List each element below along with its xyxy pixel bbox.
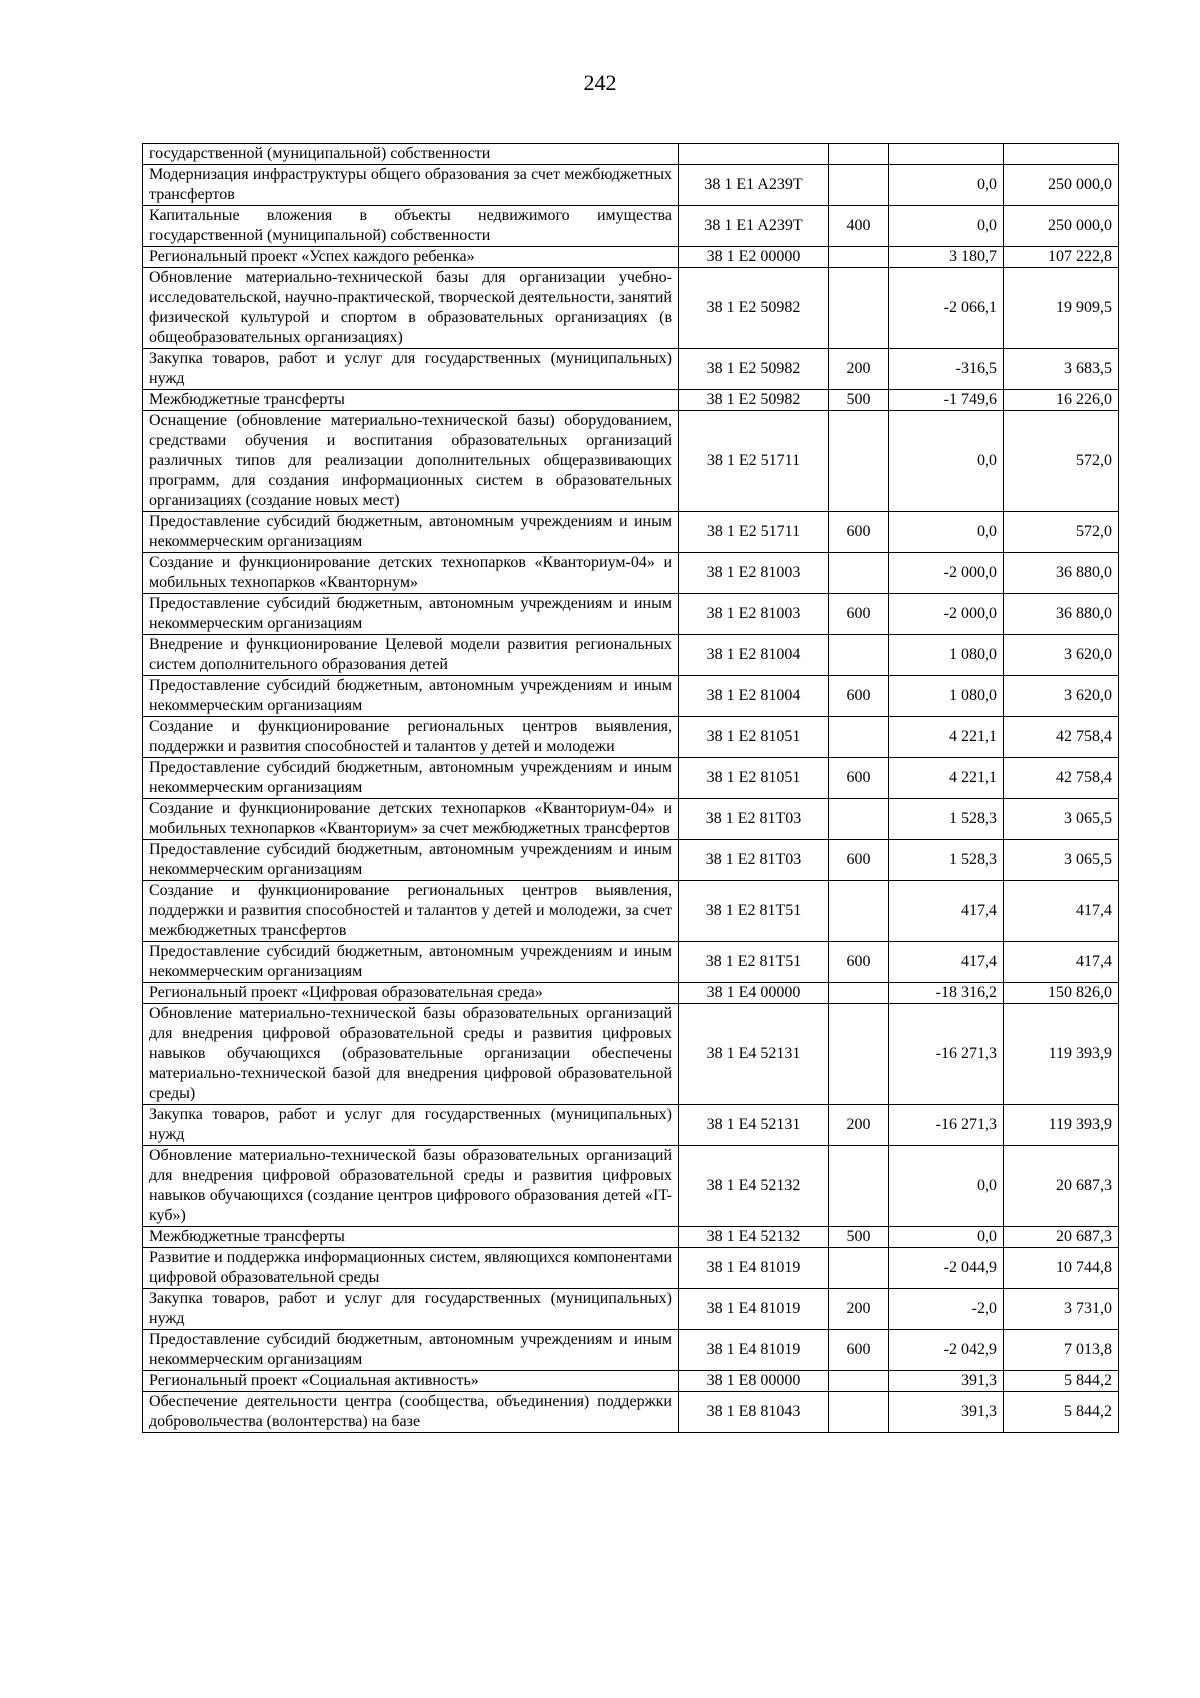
expense-type-cell	[829, 165, 889, 206]
change-amount-cell: -1 749,6	[889, 390, 1004, 411]
expense-type-cell: 600	[829, 676, 889, 717]
table-row	[143, 758, 1119, 799]
item-name-cell: Предоставление субсидий бюджетным, автономным учреждениям и иным некоммерческим организациям	[143, 758, 679, 799]
change-amount-cell: 4 221,1	[889, 758, 1004, 799]
total-amount-cell: 19 909,5	[1004, 268, 1119, 349]
table-row	[143, 717, 1119, 758]
change-amount-cell: 1 528,3	[889, 840, 1004, 881]
item-name-cell: Региональный проект «Успех каждого ребенка»	[143, 247, 679, 268]
total-amount-cell: 20 687,3	[1004, 1146, 1119, 1227]
table-row	[143, 165, 1119, 206]
item-name-cell: Создание и функционирование детских технопарков «Кванториум-04» и мобильных технопарков «Кванториум» за счет межбюджетных трансфертов	[143, 799, 679, 840]
item-name-cell: Создание и функционирование региональных центров выявления, поддержки и развития способностей и талантов у детей и молодежи, за счет межбюджетных трансфертов	[143, 881, 679, 942]
item-name-cell: Закупка товаров, работ и услуг для государственных (муниципальных) нужд	[143, 349, 679, 390]
item-name-cell: Обновление материально-технической базы для организации учебно-исследовательской, научно-практической, творческой деятельности, занятий физической культурой и спортом в образовательных организациях (в общеобразовательных организациях)	[143, 268, 679, 349]
item-name-cell: Внедрение и функционирование Целевой модели развития региональных систем дополнительного образования детей	[143, 635, 679, 676]
change-amount-cell: -2 066,1	[889, 268, 1004, 349]
total-amount-cell: 250 000,0	[1004, 206, 1119, 247]
expense-type-cell: 600	[829, 1330, 889, 1371]
classification-code-cell: 38 1 E4 81019	[679, 1330, 829, 1371]
table-row	[143, 1105, 1119, 1146]
table-row	[143, 411, 1119, 512]
change-amount-cell: 0,0	[889, 1227, 1004, 1248]
classification-code-cell: 38 1 E4 52132	[679, 1146, 829, 1227]
budget-table	[142, 143, 1119, 1433]
total-amount-cell: 36 880,0	[1004, 594, 1119, 635]
total-amount-cell: 572,0	[1004, 512, 1119, 553]
total-amount-cell: 107 222,8	[1004, 247, 1119, 268]
expense-type-cell: 600	[829, 942, 889, 983]
total-amount-cell: 417,4	[1004, 881, 1119, 942]
change-amount-cell: -16 271,3	[889, 1004, 1004, 1105]
classification-code-cell: 38 1 E2 50982	[679, 268, 829, 349]
change-amount-cell: 4 221,1	[889, 717, 1004, 758]
expense-type-cell	[829, 635, 889, 676]
classification-code-cell: 38 1 E2 81T51	[679, 942, 829, 983]
expense-type-cell	[829, 717, 889, 758]
change-amount-cell: -16 271,3	[889, 1105, 1004, 1146]
total-amount-cell: 119 393,9	[1004, 1004, 1119, 1105]
table-row	[143, 1146, 1119, 1227]
change-amount-cell: -316,5	[889, 349, 1004, 390]
item-name-cell: Развитие и поддержка информационных систем, являющихся компонентами цифровой образовательной среды	[143, 1248, 679, 1289]
classification-code-cell: 38 1 E4 81019	[679, 1289, 829, 1330]
classification-code-cell: 38 1 E8 00000	[679, 1371, 829, 1392]
expense-type-cell	[829, 1371, 889, 1392]
classification-code-cell: 38 1 E1 A239T	[679, 206, 829, 247]
change-amount-cell: 0,0	[889, 1146, 1004, 1227]
change-amount-cell: 391,3	[889, 1371, 1004, 1392]
item-name-cell: Предоставление субсидий бюджетным, автономным учреждениям и иным некоммерческим организациям	[143, 594, 679, 635]
item-name-cell: Создание и функционирование региональных центров выявления, поддержки и развития способностей и талантов у детей и молодежи	[143, 717, 679, 758]
table-row	[143, 840, 1119, 881]
change-amount-cell: -18 316,2	[889, 983, 1004, 1004]
classification-code-cell: 38 1 E2 51711	[679, 411, 829, 512]
table-row	[143, 1004, 1119, 1105]
table-row	[143, 553, 1119, 594]
expense-type-cell	[829, 411, 889, 512]
expense-type-cell: 200	[829, 1289, 889, 1330]
item-name-cell: Межбюджетные трансферты	[143, 1227, 679, 1248]
total-amount-cell: 150 826,0	[1004, 983, 1119, 1004]
item-name-cell: Закупка товаров, работ и услуг для государственных (муниципальных) нужд	[143, 1289, 679, 1330]
classification-code-cell: 38 1 E1 A239T	[679, 165, 829, 206]
item-name-cell: Предоставление субсидий бюджетным, автономным учреждениям и иным некоммерческим организациям	[143, 840, 679, 881]
change-amount-cell: 0,0	[889, 206, 1004, 247]
item-name-cell: Обновление материально-технической базы образовательных организаций для внедрения цифровой образовательной среды и развития цифровых навыков обучающихся (образовательные организации обеспечены материально-технической базой для внедрения цифровой образовательной среды)	[143, 1004, 679, 1105]
change-amount-cell	[889, 144, 1004, 165]
table-row	[143, 268, 1119, 349]
change-amount-cell: 1 528,3	[889, 799, 1004, 840]
classification-code-cell: 38 1 E2 81T03	[679, 840, 829, 881]
item-name-cell: Модернизация инфраструктуры общего образования за счет межбюджетных трансфертов	[143, 165, 679, 206]
classification-code-cell: 38 1 E2 81T51	[679, 881, 829, 942]
total-amount-cell: 572,0	[1004, 411, 1119, 512]
total-amount-cell: 3 065,5	[1004, 840, 1119, 881]
change-amount-cell: -2 000,0	[889, 594, 1004, 635]
total-amount-cell: 5 844,2	[1004, 1392, 1119, 1433]
expense-type-cell	[829, 799, 889, 840]
change-amount-cell: 417,4	[889, 942, 1004, 983]
classification-code-cell: 38 1 E2 00000	[679, 247, 829, 268]
expense-type-cell: 600	[829, 594, 889, 635]
total-amount-cell: 10 744,8	[1004, 1248, 1119, 1289]
change-amount-cell: 417,4	[889, 881, 1004, 942]
classification-code-cell: 38 1 E2 81051	[679, 717, 829, 758]
total-amount-cell: 119 393,9	[1004, 1105, 1119, 1146]
change-amount-cell: -2,0	[889, 1289, 1004, 1330]
table-row	[143, 983, 1119, 1004]
expense-type-cell	[829, 268, 889, 349]
classification-code-cell: 38 1 E2 50982	[679, 390, 829, 411]
table-row	[143, 512, 1119, 553]
expense-type-cell	[829, 1392, 889, 1433]
total-amount-cell: 16 226,0	[1004, 390, 1119, 411]
expense-type-cell: 600	[829, 840, 889, 881]
table-row	[143, 881, 1119, 942]
total-amount-cell: 250 000,0	[1004, 165, 1119, 206]
change-amount-cell: 0,0	[889, 512, 1004, 553]
expense-type-cell	[829, 1146, 889, 1227]
classification-code-cell	[679, 144, 829, 165]
classification-code-cell: 38 1 E4 52131	[679, 1105, 829, 1146]
change-amount-cell: 0,0	[889, 165, 1004, 206]
change-amount-cell: -2 042,9	[889, 1330, 1004, 1371]
expense-type-cell	[829, 247, 889, 268]
item-name-cell: Обновление материально-технической базы образовательных организаций для внедрения цифровой образовательной среды и развития цифровых навыков обучающихся (создание центров цифрового образования детей «IT-куб»)	[143, 1146, 679, 1227]
classification-code-cell: 38 1 E4 81019	[679, 1248, 829, 1289]
expense-type-cell: 200	[829, 1105, 889, 1146]
total-amount-cell: 5 844,2	[1004, 1371, 1119, 1392]
classification-code-cell: 38 1 E2 81004	[679, 635, 829, 676]
table-row	[143, 1371, 1119, 1392]
item-name-cell: Оснащение (обновление материально-технической базы) оборудованием, средствами обучения и воспитания образовательных организаций различных типов для реализации дополнительных общеразвивающих программ, для создания информационных систем в образовательных организациях (создание новых мест)	[143, 411, 679, 512]
expense-type-cell	[829, 881, 889, 942]
change-amount-cell: 0,0	[889, 411, 1004, 512]
change-amount-cell: -2 000,0	[889, 553, 1004, 594]
expense-type-cell	[829, 1248, 889, 1289]
classification-code-cell: 38 1 E2 81004	[679, 676, 829, 717]
expense-type-cell	[829, 983, 889, 1004]
change-amount-cell: -2 044,9	[889, 1248, 1004, 1289]
total-amount-cell	[1004, 144, 1119, 165]
expense-type-cell: 200	[829, 349, 889, 390]
expense-type-cell: 500	[829, 1227, 889, 1248]
table-row	[143, 390, 1119, 411]
item-name-cell: Межбюджетные трансферты	[143, 390, 679, 411]
expense-type-cell: 600	[829, 758, 889, 799]
change-amount-cell: 3 180,7	[889, 247, 1004, 268]
classification-code-cell: 38 1 E2 81T03	[679, 799, 829, 840]
total-amount-cell: 3 620,0	[1004, 676, 1119, 717]
classification-code-cell: 38 1 E4 52131	[679, 1004, 829, 1105]
total-amount-cell: 3 065,5	[1004, 799, 1119, 840]
item-name-cell: Обеспечение деятельности центра (сообщества, объединения) поддержки добровольчества (волонтерства) на базе	[143, 1392, 679, 1433]
expense-type-cell	[829, 1004, 889, 1105]
classification-code-cell: 38 1 E8 81043	[679, 1392, 829, 1433]
total-amount-cell: 3 731,0	[1004, 1289, 1119, 1330]
table-row	[143, 1289, 1119, 1330]
table-row	[143, 349, 1119, 390]
table-row	[143, 144, 1119, 165]
item-name-cell: Предоставление субсидий бюджетным, автономным учреждениям и иным некоммерческим организациям	[143, 676, 679, 717]
table-row	[143, 594, 1119, 635]
table-row	[143, 1392, 1119, 1433]
item-name-cell: Предоставление субсидий бюджетным, автономным учреждениям и иным некоммерческим организациям	[143, 942, 679, 983]
total-amount-cell: 42 758,4	[1004, 758, 1119, 799]
total-amount-cell: 417,4	[1004, 942, 1119, 983]
item-name-cell: государственной (муниципальной) собственности	[143, 144, 679, 165]
classification-code-cell: 38 1 E2 81003	[679, 553, 829, 594]
table-row	[143, 942, 1119, 983]
table-row	[143, 1248, 1119, 1289]
item-name-cell: Региональный проект «Социальная активность»	[143, 1371, 679, 1392]
total-amount-cell: 7 013,8	[1004, 1330, 1119, 1371]
expense-type-cell	[829, 553, 889, 594]
table-row	[143, 799, 1119, 840]
expense-type-cell: 400	[829, 206, 889, 247]
classification-code-cell: 38 1 E2 50982	[679, 349, 829, 390]
classification-code-cell: 38 1 E2 81003	[679, 594, 829, 635]
total-amount-cell: 3 683,5	[1004, 349, 1119, 390]
table-row	[143, 635, 1119, 676]
table-body	[143, 144, 1119, 1433]
table-row	[143, 676, 1119, 717]
item-name-cell: Закупка товаров, работ и услуг для государственных (муниципальных) нужд	[143, 1105, 679, 1146]
expense-type-cell: 600	[829, 512, 889, 553]
item-name-cell: Создание и функционирование детских технопарков «Кванториум-04» и мобильных технопарков «Кванторнум»	[143, 553, 679, 594]
total-amount-cell: 42 758,4	[1004, 717, 1119, 758]
expense-type-cell	[829, 144, 889, 165]
item-name-cell: Предоставление субсидий бюджетным, автономным учреждениям и иным некоммерческим организациям	[143, 1330, 679, 1371]
page-number: 242	[583, 70, 617, 95]
total-amount-cell: 36 880,0	[1004, 553, 1119, 594]
item-name-cell: Предоставление субсидий бюджетным, автономным учреждениям и иным некоммерческим организациям	[143, 512, 679, 553]
change-amount-cell: 391,3	[889, 1392, 1004, 1433]
table-row	[143, 247, 1119, 268]
item-name-cell: Региональный проект «Цифровая образовательная среда»	[143, 983, 679, 1004]
total-amount-cell: 3 620,0	[1004, 635, 1119, 676]
item-name-cell: Капитальные вложения в объекты недвижимого имущества государственной (муниципальной) собственности	[143, 206, 679, 247]
classification-code-cell: 38 1 E4 00000	[679, 983, 829, 1004]
table-row	[143, 1330, 1119, 1371]
expense-type-cell: 500	[829, 390, 889, 411]
total-amount-cell: 20 687,3	[1004, 1227, 1119, 1248]
classification-code-cell: 38 1 E2 81051	[679, 758, 829, 799]
table-row	[143, 206, 1119, 247]
table-row	[143, 1227, 1119, 1248]
classification-code-cell: 38 1 E2 51711	[679, 512, 829, 553]
classification-code-cell: 38 1 E4 52132	[679, 1227, 829, 1248]
change-amount-cell: 1 080,0	[889, 635, 1004, 676]
change-amount-cell: 1 080,0	[889, 676, 1004, 717]
